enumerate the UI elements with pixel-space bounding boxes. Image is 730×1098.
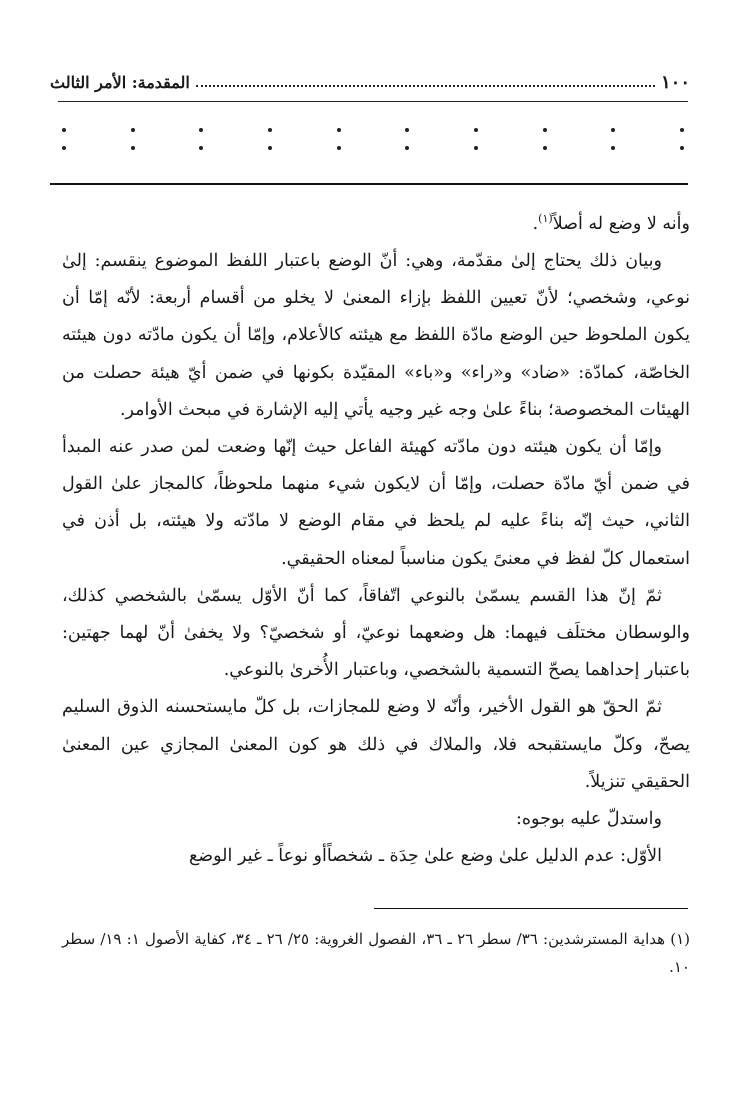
dot xyxy=(268,146,272,150)
footnote: (١) هداية المسترشدين: ٣٦/ سطر ٢٦ ـ ٣٦، الفصول الغروية: ٢٥/ ٢٦ ـ ٣٤، كفاية الأصول ١: ١٩/ سطر ١٠. xyxy=(62,930,690,976)
paragraph: الأوّل: عدم الدليل علىٰ وضع علىٰ حِدَة ـ شخصاًأو نوعاً ـ غير الوضع xyxy=(188,846,662,867)
dotted-leader xyxy=(196,77,655,87)
paragraph: وأنه لا وضع له أصلاً$^{(١)}$. xyxy=(532,212,690,234)
dot xyxy=(268,128,272,132)
header-rule xyxy=(58,101,688,102)
paragraph: ثمّ إنّ هذا القسم يسمّىٰ بالنوعي اتّفاقاً، كما أنّ الأوّل يسمّىٰ بالشخصي كذلك، والوسطان مختلَف فيهما: هل وضعهما نوعيّ، أو شخصيّ؟ ولا يخفىٰ أنّ لهما جهتين: باعتبار إحداهما يصحّ التسمية بالشخصي، وباعتبار الأُخرىٰ بالنوعي. xyxy=(62,585,690,681)
dot xyxy=(543,128,547,132)
paragraph-text: وأنه لا وضع له أصلاً xyxy=(552,213,690,234)
paragraph: وبيان ذلك يحتاج إلىٰ مقدّمة، وهي: أنّ الوضع باعتبار اللفظ الموضوع ينقسم: إلىٰ نوعي، وشخصي؛ لأنّ تعيين اللفظ بإزاء المعنىٰ لا يخلو من أقسام أربعة: لأنّه إمّا أن يكون الملحوظ حين الوضع مادّة اللفظ مع هيئته كالأعلام، وإمّا أن يكون مادّته دون هيئته الخاصّة، كمادّة: «ضاد» و«راء» و«باء» المقيّدة بكونها في ضمن أيّ هيئة حصلت من الهيئات المخصوصة؛ بناءً علىٰ وجه غير وجيه يأتي إليه الإشارة في مبحث الأوامر. xyxy=(62,251,690,420)
dot xyxy=(131,128,135,132)
dots-row xyxy=(58,146,688,150)
footnote-rule xyxy=(374,908,688,909)
paragraph: ثمّ الحقّ هو القول الأخير، وأنّه لا وضع للمجازات، بل كلّ مايستحسنه الذوق السليم يصحّ، وكلّ مايستقبحه فلا، والملاك في ذلك هو كون المعنىٰ المجازي عين المعنىٰ الحقيقي تنزيلاً. xyxy=(62,697,690,792)
page-number: ١٠٠ xyxy=(660,71,690,93)
dot xyxy=(337,128,341,132)
dot xyxy=(405,146,409,150)
dot xyxy=(199,146,203,150)
footnote-marker: (١) xyxy=(538,212,553,225)
dot xyxy=(474,128,478,132)
dots-row xyxy=(58,128,688,132)
dot xyxy=(543,146,547,150)
section-divider xyxy=(50,183,688,185)
dot xyxy=(680,146,684,150)
dot xyxy=(337,146,341,150)
section-title: المقدمة: الأمر الثالث xyxy=(50,72,190,92)
dot xyxy=(405,128,409,132)
dot xyxy=(199,128,203,132)
dot xyxy=(680,128,684,132)
footnotes xyxy=(62,925,690,981)
paragraph: وإمّا أن يكون هيئته دون مادّته كهيئة الفاعل حيث إنّها وضعت لمن صدر عنه المبدأ في ضمن أيّ مادّة حصلت، وإمّا أن لايكون شيء منهما ملحوظاً، كالمجاز علىٰ القول الثاني، حيث إنّه بناءً عليه لم يلحظ في مقام الوضع لا مادّته ولا هيئته، بل أذن في استعمال كلّ لفظ في معنىً يكون مناسباً لمعناه الحقيقي. xyxy=(62,437,690,569)
running-header xyxy=(50,66,690,98)
paragraph: واستدلّ عليه بوجوه: xyxy=(515,809,662,830)
dot xyxy=(62,128,66,132)
dot xyxy=(611,128,615,132)
dot xyxy=(131,146,135,150)
dot xyxy=(611,146,615,150)
dot xyxy=(62,146,66,150)
body-text xyxy=(62,200,690,875)
dot xyxy=(474,146,478,150)
